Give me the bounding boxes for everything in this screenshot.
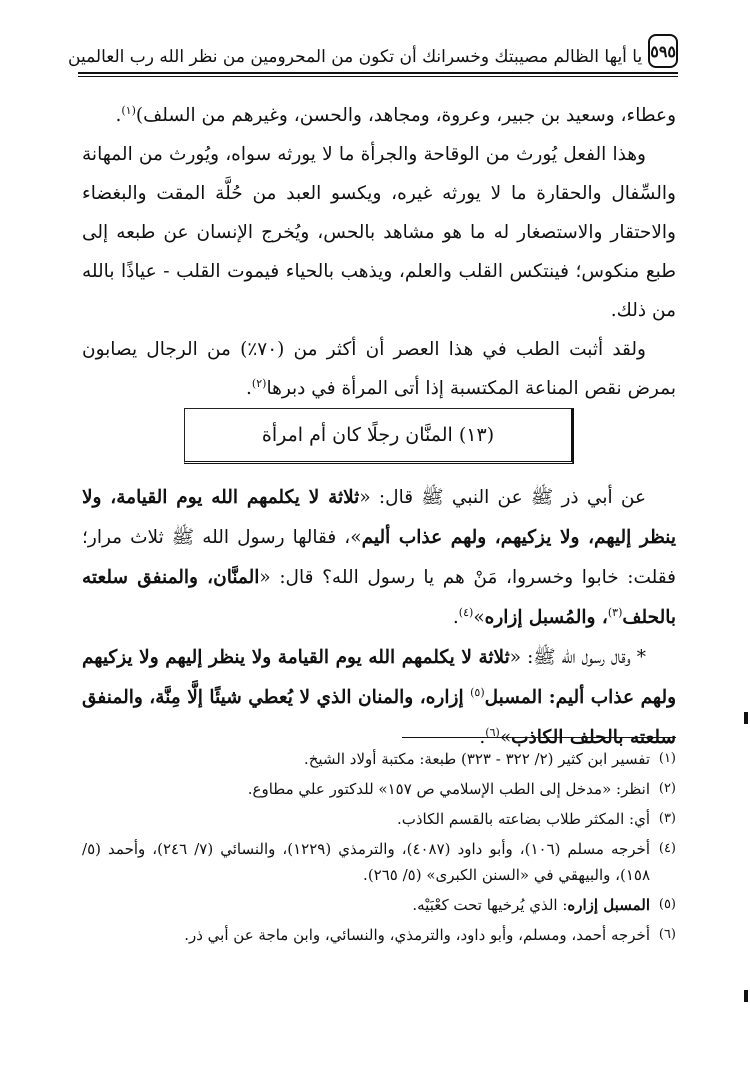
hadith-1: عن أبي ذر ﷺ عن النبي ﷺ قال: «ثلاثة لا يكلمهم الله يوم القيامة، ولا ينظر إليهم، ولا يزكيهم، ولهم عذاب أليم»، فقالها رسول الله ﷺ ثلاث مرار؛ فقلت: خابوا وخسروا، مَنْ هم يا رسول الله؟ قال: «المنَّان، والمنفق سلعته بالحلف$^{(٣)}$، والمُسبل إزاره»$^{(٤)}$. [82, 487, 676, 628]
footnote-3: (٣) أي: المكثر طلاب بضاعته بالقسم الكاذب. [396, 810, 676, 828]
margin-mark [744, 712, 748, 724]
paragraph-1: وعطاء، وسعيد بن جبير، وعروة، ومجاهد، والحسن، وغيرهم من السلف)$^{(١)}$. [115, 103, 676, 126]
footnote-ref-1: (١) [121, 103, 136, 117]
page-number: ٥٩٥ [648, 34, 678, 68]
footnote-4: (٤) أخرجه مسلم (١٠٦)، وأبو داود (٤٠٨٧)، والترمذي (١٢٢٩)، والنسائي (٧/ ٢٤٦)، وأحمد (٥/ ١٥٨)، والبيهقي في «السنن الكبرى» (٥/ ٢٦٥). [82, 840, 676, 884]
footnote-ref-3: (٣) [607, 605, 623, 619]
section-title: (١٣) المنَّان رجلًا كان أم امرأة [261, 424, 495, 446]
margin-mark [744, 990, 748, 1002]
footnote-separator [402, 737, 676, 738]
header-rule [78, 76, 678, 77]
paragraph-3: ولقد أثبت الطب في هذا العصر أن أكثر من (٧٠٪) من الرجال يصابون بمرض نقص المناعة المكتسبة إذا أتى المرأة في دبرها$^{(٢)}$. [82, 339, 676, 399]
paragraph-2: وهذا الفعل يُورث من الوقاحة والجرأة ما لا يورثه سواه، ويُورث من المهانة والسِّفال والحقارة ما لا يورثه غيره، ويكسو العبد من حُلَّة المقت والبغضاء والاحتقار والاستصغار له ما هو مشاهد بالحس، ويُخرج الإنسان عن طبعه إلى طبع منكوس؛ فينتكس القلب والعلم، ويذهب بالحياء فيموت القلب - عياذًا بالله من ذلك. [82, 144, 676, 321]
footnote-ref-2: (٢) [251, 376, 267, 390]
hadith-2: * وقال رسول الله ﷺ: «ثلاثة لا يكلمهم الله يوم القيامة ولا ينظر إليهم ولا يزكيهم ولهم عذاب أليم: المسبل$^{(٥)}$ إزاره، والمنان الذي لا يُعطي شيئًا إلَّا مِنَّة، والمنفق سلعته بالحلف الكاذب»$^{(٦)}$. [82, 647, 677, 748]
footnotes [82, 746, 676, 952]
section-title-box [184, 408, 574, 464]
footnote-6: (٦) أخرجه أحمد، ومسلم، وأبو داود، والترمذي، والنسائي، وابن ماجة عن أبي ذر. [184, 926, 676, 944]
hadith-text [82, 478, 676, 758]
footnote-ref-5: (٥) [470, 685, 485, 699]
running-header [68, 26, 678, 74]
footnote-ref-6: (٦) [485, 725, 500, 739]
footnote-5: (٥) المسبل إزاره: الذي يُرخيها تحت كعْبَيْه. [412, 896, 676, 914]
footnote-ref-4: (٤) [458, 605, 474, 619]
body-text [82, 96, 676, 408]
header-title: يا أيها الظالم مصيبتك وخسرانك أن تكون من المحرومين من نظر الله رب العالمين [68, 47, 643, 67]
footnote-2: (٢) انظر: «مدخل إلى الطب الإسلامي ص ١٥٧» للدكتور علي مطاوع. [247, 780, 676, 798]
footnote-1: (١) تفسير ابن كثير (٢/ ٣٢٢ - ٣٢٣) طبعة: مكتبة أولاد الشيخ. [303, 750, 676, 768]
